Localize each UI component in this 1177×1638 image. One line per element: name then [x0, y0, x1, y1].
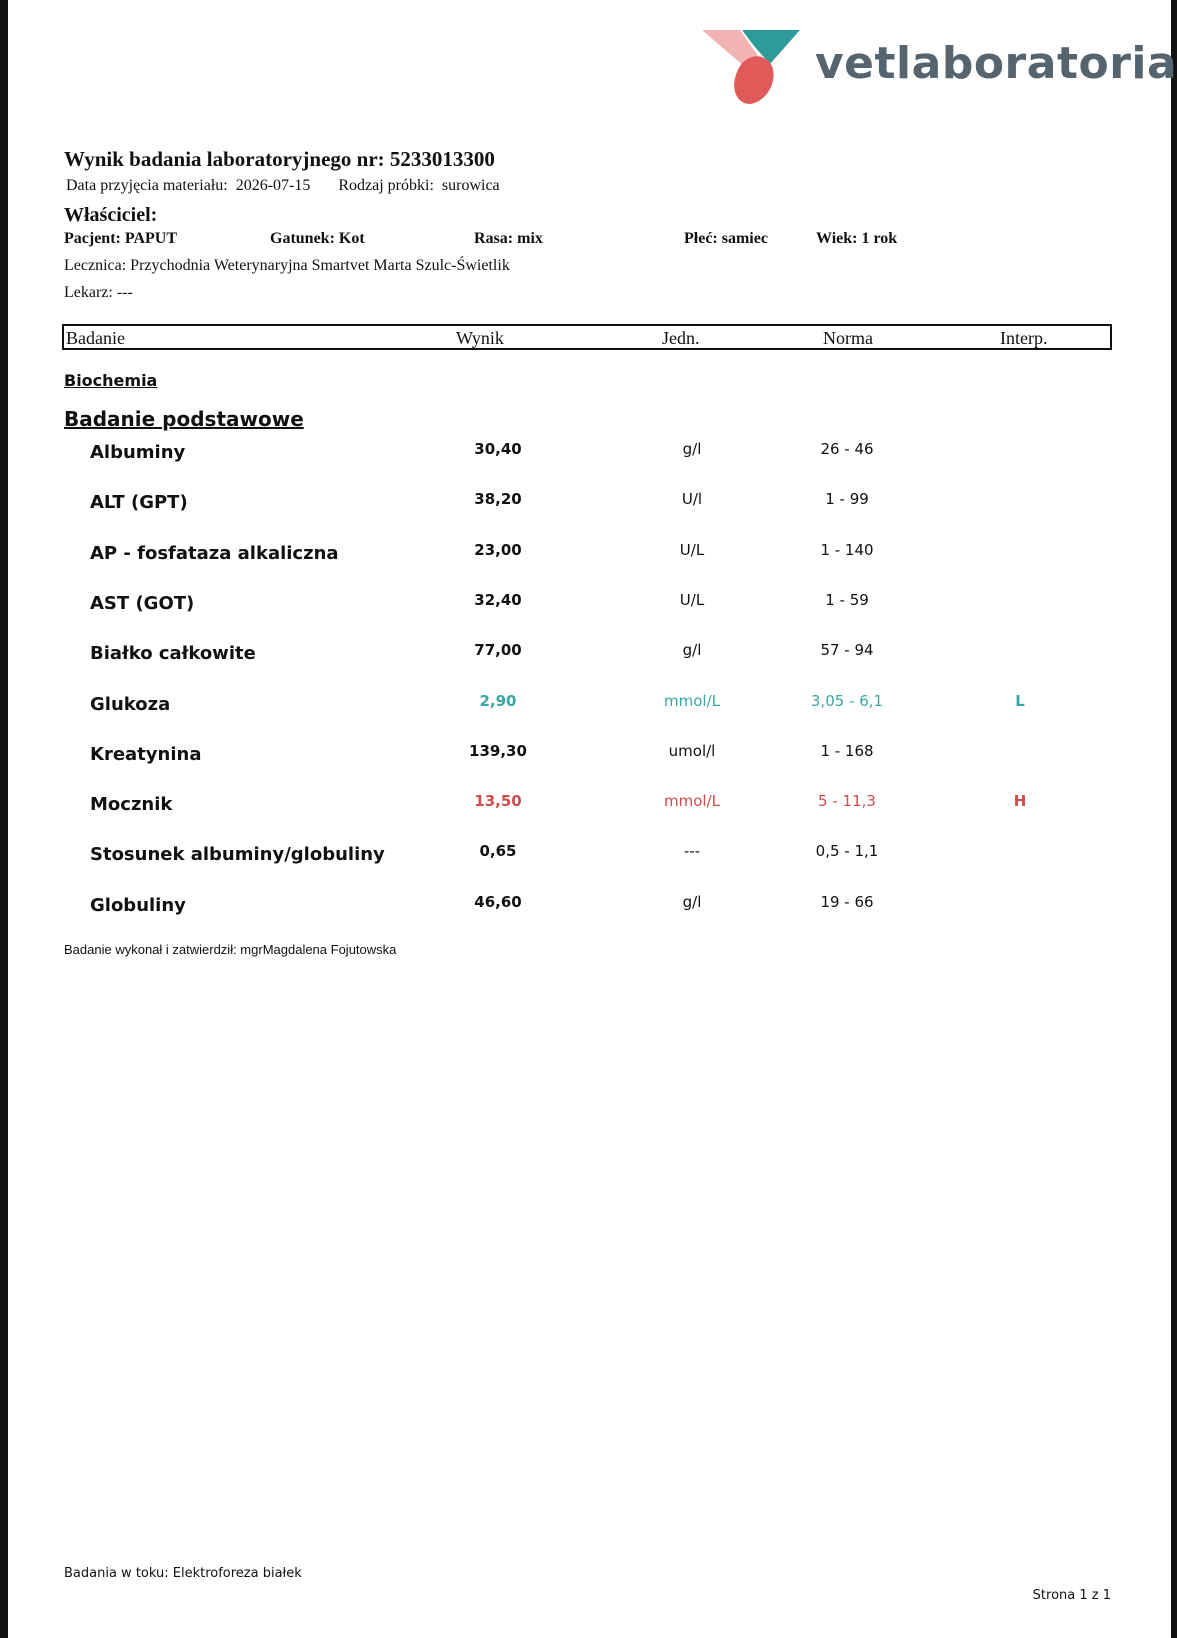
- table-row: [0, 692, 1177, 722]
- test-name: ALT (GPT): [90, 492, 188, 514]
- received-value: 2026-07-15: [235, 177, 311, 194]
- received-label: Data przyjęcia materiału:: [66, 177, 228, 194]
- patient-sex: Płeć: samiec: [684, 230, 768, 247]
- table-row: [0, 641, 1177, 671]
- unit-value: g/l: [682, 641, 702, 660]
- result-value: 30,40: [474, 440, 522, 458]
- norm-range: 1 - 140: [820, 540, 874, 559]
- vetlaboratoria-logo: [700, 26, 1177, 106]
- norm-range: 1 - 59: [825, 590, 869, 609]
- logo-wordmark: vetlaboratoria: [815, 38, 1177, 89]
- header-norm: Norma: [823, 328, 873, 348]
- test-name: AST (GOT): [90, 592, 195, 614]
- result-value: 32,40: [474, 590, 522, 609]
- table-row: [0, 440, 1177, 470]
- unit-value: mmol/L: [664, 691, 720, 710]
- norm-range: 57 - 94: [820, 641, 874, 660]
- header-unit: Jedn.: [662, 328, 700, 348]
- norm-range: 0,5 - 1,1: [815, 842, 879, 861]
- header-result: Wynik: [456, 328, 504, 348]
- section-title: Biochemia: [64, 371, 158, 390]
- result-value: 2,90: [479, 691, 517, 710]
- result-value: 0,65: [479, 842, 517, 861]
- patient-breed: Rasa: mix: [474, 230, 543, 247]
- result-value: 13,50: [474, 792, 522, 811]
- report-meta-line: [66, 177, 504, 195]
- test-name: Kreatynina: [90, 743, 202, 765]
- test-name: Mocznik: [90, 794, 173, 816]
- unit-value: umol/l: [668, 741, 716, 760]
- table-row: [0, 591, 1177, 621]
- unit-value: g/l: [682, 440, 702, 458]
- norm-range: 1 - 99: [825, 490, 869, 509]
- test-name: Globuliny: [90, 894, 186, 916]
- header-interp: Interp.: [1000, 328, 1048, 348]
- unit-value: mmol/L: [664, 792, 720, 811]
- test-name: Stosunek albuminy/globuliny: [90, 844, 385, 866]
- norm-range: 19 - 66: [820, 892, 874, 911]
- unit-value: g/l: [682, 892, 702, 911]
- table-row: [0, 792, 1177, 822]
- table-row: [0, 541, 1177, 571]
- table-row: [0, 842, 1177, 872]
- norm-range: 5 - 11,3: [818, 792, 876, 811]
- table-row: [0, 490, 1177, 520]
- doctor-line: Lekarz: ---: [64, 284, 133, 301]
- results-table-header: [62, 324, 1112, 350]
- unit-value: U/L: [679, 540, 705, 559]
- patient-name: Pacjent: PAPUT: [64, 230, 177, 247]
- logo-mark-icon: [700, 26, 810, 106]
- unit-value: U/l: [681, 490, 703, 509]
- unit-value: U/L: [679, 590, 705, 609]
- subsection-title: Badanie podstawowe: [64, 407, 304, 431]
- pending-tests: Badania w toku: Elektroforeza białek: [64, 1566, 302, 1581]
- page-number: Strona 1 z 1: [1032, 1588, 1111, 1603]
- interp-flag: L: [1015, 691, 1025, 710]
- result-value: 139,30: [469, 741, 527, 760]
- norm-range: 1 - 168: [820, 741, 874, 760]
- norm-range: 3,05 - 6,1: [810, 691, 884, 710]
- sample-value: surowica: [441, 177, 500, 194]
- signature-line: Badanie wykonał i zatwierdził: mgrMagdalena Fojutowska: [64, 942, 397, 957]
- test-name: AP - fosfataza alkaliczna: [90, 542, 339, 564]
- result-value: 46,60: [474, 892, 522, 911]
- patient-species: Gatunek: Kot: [270, 230, 365, 247]
- table-row: [0, 742, 1177, 772]
- table-row: [0, 893, 1177, 923]
- result-value: 23,00: [474, 540, 522, 559]
- test-name: Albuminy: [90, 442, 186, 463]
- clinic-line: Lecznica: Przychodnia Weterynaryjna Smartvet Marta Szulc-Świetlik: [64, 257, 510, 274]
- result-value: 38,20: [474, 490, 522, 509]
- result-value: 77,00: [474, 641, 522, 660]
- patient-age: Wiek: 1 rok: [816, 230, 898, 247]
- header-test: Badanie: [66, 328, 125, 348]
- interp-flag: H: [1013, 792, 1027, 811]
- test-name: Glukoza: [90, 693, 171, 715]
- owner-label: Właściciel:: [64, 204, 158, 226]
- unit-value: ---: [683, 842, 701, 861]
- sample-label: Rodzaj próbki:: [338, 177, 434, 194]
- test-name: Białko całkowite: [90, 643, 256, 665]
- norm-range: 26 - 46: [820, 440, 874, 458]
- report-title: Wynik badania laboratoryjnego nr: 5233013300: [64, 147, 495, 171]
